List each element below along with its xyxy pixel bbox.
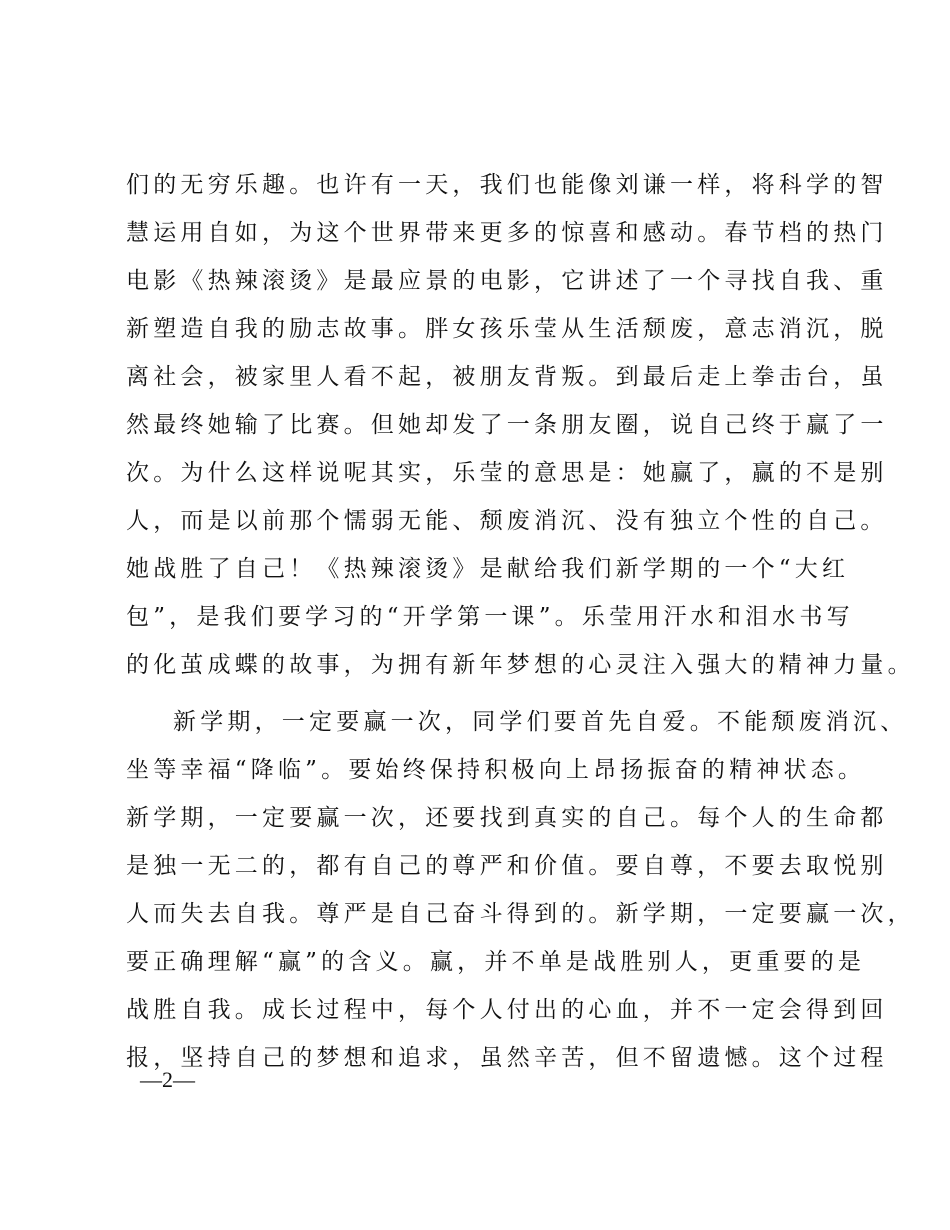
text-line: 她战胜了自己！《热辣滚烫》是献给我们新学期的一个“大红 [126,556,850,582]
text-line: 要正确理解“赢”的含义。赢，并不单是战胜别人，更重要的是 [126,949,866,975]
text-line: 次。为什么这样说呢其实，乐莹的意思是：她赢了，赢的不是别 [126,460,888,486]
text-line: 人，而是以前那个懦弱无能、颓废消沉、没有独立个性的自己。 [126,508,888,534]
text-line: 报，坚持自己的梦想和追求，虽然辛苦，但不留遗憾。这个过程 [126,1045,888,1071]
text-line: 们的无穷乐趣。也许有一天，我们也能像刘谦一样，将科学的智 [126,172,888,198]
text-line: 电影《热辣滚烫》是最应景的电影，它讲述了一个寻找自我、重 [126,268,888,294]
text-line: 新学期，一定要赢一次，同学们要首先自爱。不能颓废消沉、 [173,709,908,735]
text-line: 人而失去自我。尊严是自己奋斗得到的。新学期，一定要赢一次， [126,901,915,927]
text-line: 坐等幸福“降临”。要始终保持积极向上昂扬振奋的精神状态。 [126,757,866,783]
text-line: 战胜自我。成长过程中，每个人付出的心血，并不一定会得到回 [126,997,888,1023]
text-line: 的化茧成蝶的故事，为拥有新年梦想的心灵注入强大的精神力量。 [126,652,915,678]
text-line: 包”，是我们要学习的“开学第一课”。乐莹用汗水和泪水书写 [126,604,854,630]
page-number: —2— [140,1067,195,1092]
text-line: 然最终她输了比赛。但她却发了一条朋友圈，说自己终于赢了一 [126,412,888,438]
text-line: 是独一无二的，都有自己的尊严和价值。要自尊，不要去取悦别 [126,853,888,879]
text-line: 慧运用自如，为这个世界带来更多的惊喜和感动。春节档的热门 [126,220,888,246]
text-line: 离社会，被家里人看不起，被朋友背叛。到最后走上拳击台，虽 [126,364,888,390]
text-line: 新学期，一定要赢一次，还要找到真实的自己。每个人的生命都 [126,805,888,831]
text-line: 新塑造自我的励志故事。胖女孩乐莹从生活颓废，意志消沉，脱 [126,316,888,342]
